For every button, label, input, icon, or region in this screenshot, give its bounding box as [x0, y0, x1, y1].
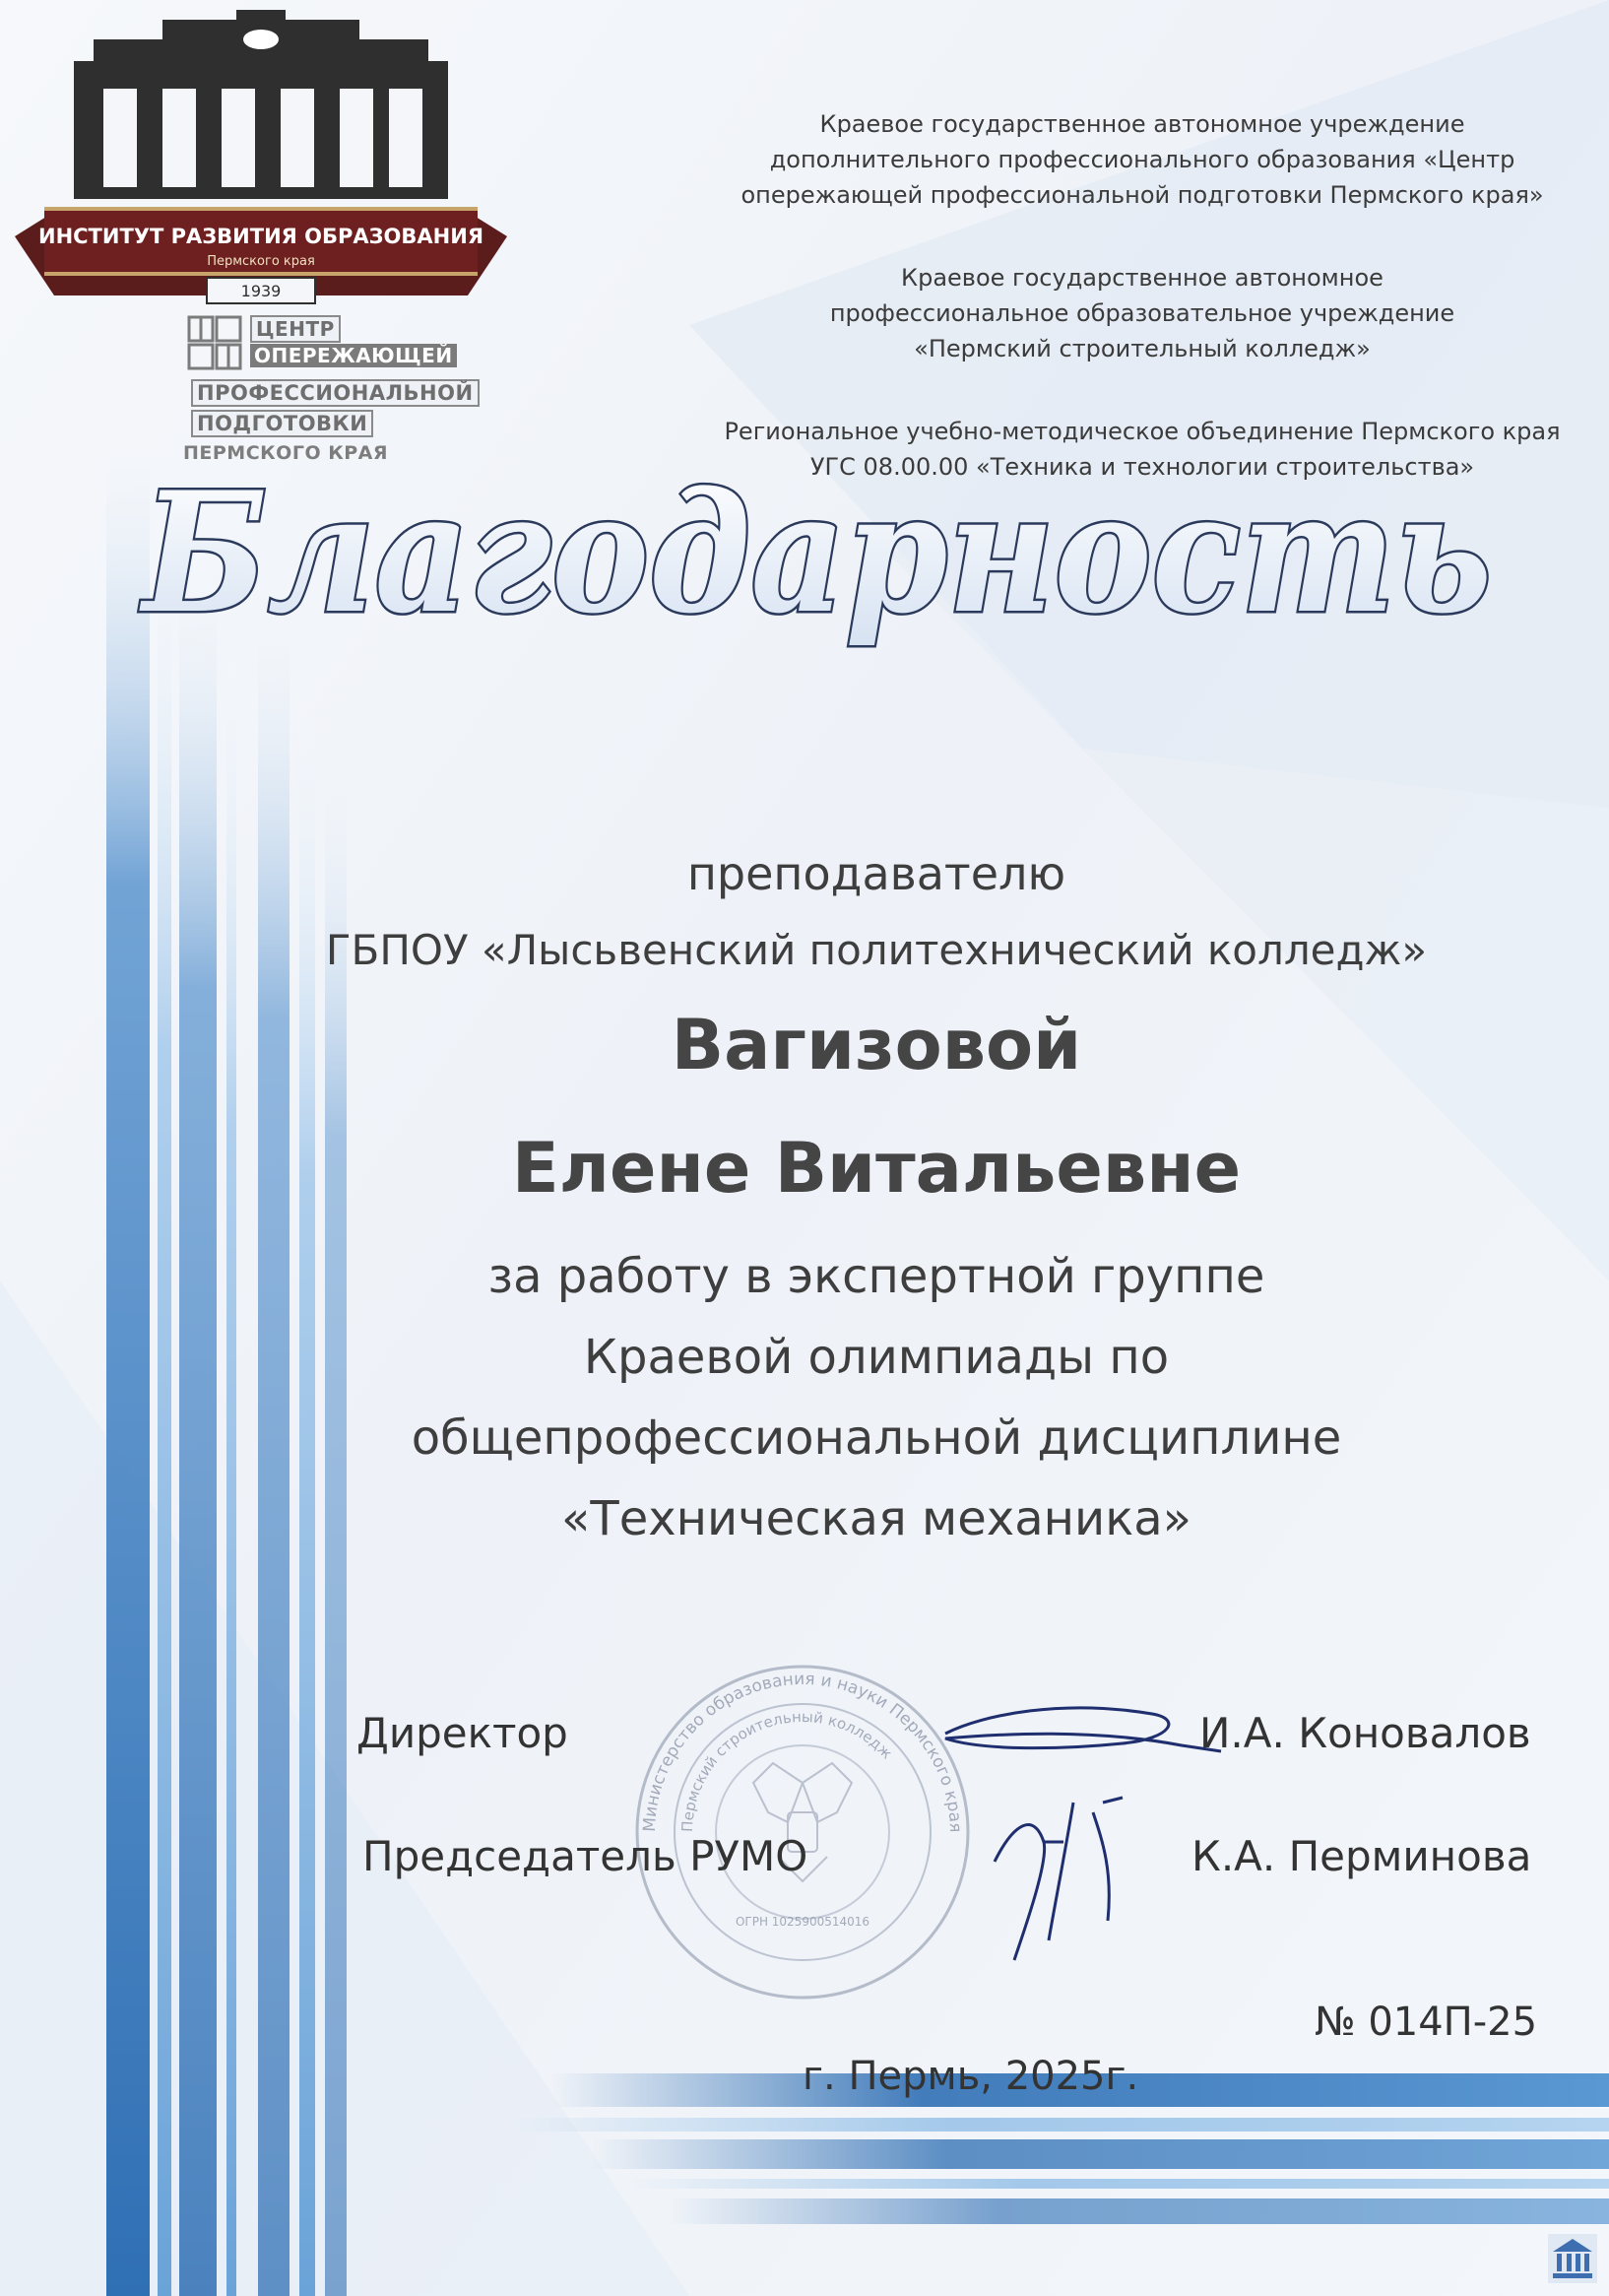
center-logo-mark [187, 315, 242, 370]
organization-header-2 [689, 260, 1595, 366]
center-logo-line-1: ЦЕНТР [250, 315, 341, 343]
award-reason [236, 1236, 1516, 1559]
institute-logo [15, 10, 507, 305]
center-logo [177, 310, 492, 468]
recipient-position: преподавателю [686, 847, 1066, 900]
organization-line: «Пермский строительный колледж» [914, 335, 1371, 362]
building-icon [1548, 2234, 1597, 2283]
center-logo-line-5: ПЕРМСКОГО КРАЯ [183, 442, 389, 464]
center-logo-line-3: ПРОФЕССИОНАЛЬНОЙ [191, 379, 480, 407]
certificate-title [128, 463, 1507, 719]
organization-line: Краевое государственное автономное учреждение [819, 110, 1465, 138]
organization-line: профессиональное образовательное учреждение [829, 299, 1455, 327]
organization-line: УГС 08.00.00 «Техника и технологии строительства» [809, 453, 1475, 481]
reason-line: Краевой олимпиады по [583, 1330, 1170, 1385]
reason-line: «Техническая механика» [561, 1491, 1191, 1546]
organization-header-1 [689, 106, 1595, 213]
seal-inner-text: Пермский строительный колледж [677, 1707, 896, 1833]
institute-region: Пермского края [207, 254, 315, 269]
organization-line: Краевое государственное автономное [901, 264, 1384, 292]
signatory-role-chairman: Председатель РУМО [362, 1832, 808, 1880]
center-logo-line-4: ПОДГОТОВКИ [191, 410, 373, 437]
seal-ogrn: ОГРН 1025900514016 [735, 1915, 870, 1929]
seal-outer-text: Министерство образования и науки Пермского края [639, 1669, 966, 1833]
institute-name: ИНСТИТУТ РАЗВИТИЯ ОБРАЗОВАНИЯ [38, 225, 483, 248]
signatory-name-chairman: К.А. Перминова [1191, 1832, 1532, 1880]
organization-line: опережающей профессиональной подготовки Пермского края» [740, 181, 1544, 209]
recipient-surname: Вагизовой [671, 1005, 1082, 1085]
recipient-institution: ГБПОУ «Лысьвенский политехнический колледж» [325, 926, 1428, 974]
signatory-role-director: Директор [356, 1709, 568, 1757]
reason-line: за работу в экспертной группе [487, 1249, 1265, 1304]
document-number: № 014П-25 [1315, 2000, 1538, 2045]
organization-line: Региональное учебно-методическое объединение Пермского края [724, 418, 1561, 445]
signatory-name-director: И.А. Коновалов [1199, 1709, 1531, 1757]
reason-line: общепрофессиональной дисциплине [411, 1410, 1342, 1466]
recipient-given-names: Елене Витальевне [511, 1128, 1242, 1209]
place-date: г. Пермь, 2025г. [803, 2054, 1139, 2099]
institute-year: 1939 [240, 282, 282, 300]
center-logo-line-2: ОПЕРЕЖАЮЩЕЙ [250, 344, 457, 367]
organization-line: дополнительного профессионального образования «Центр [769, 146, 1515, 173]
title-text: Благодарность [138, 463, 1492, 650]
